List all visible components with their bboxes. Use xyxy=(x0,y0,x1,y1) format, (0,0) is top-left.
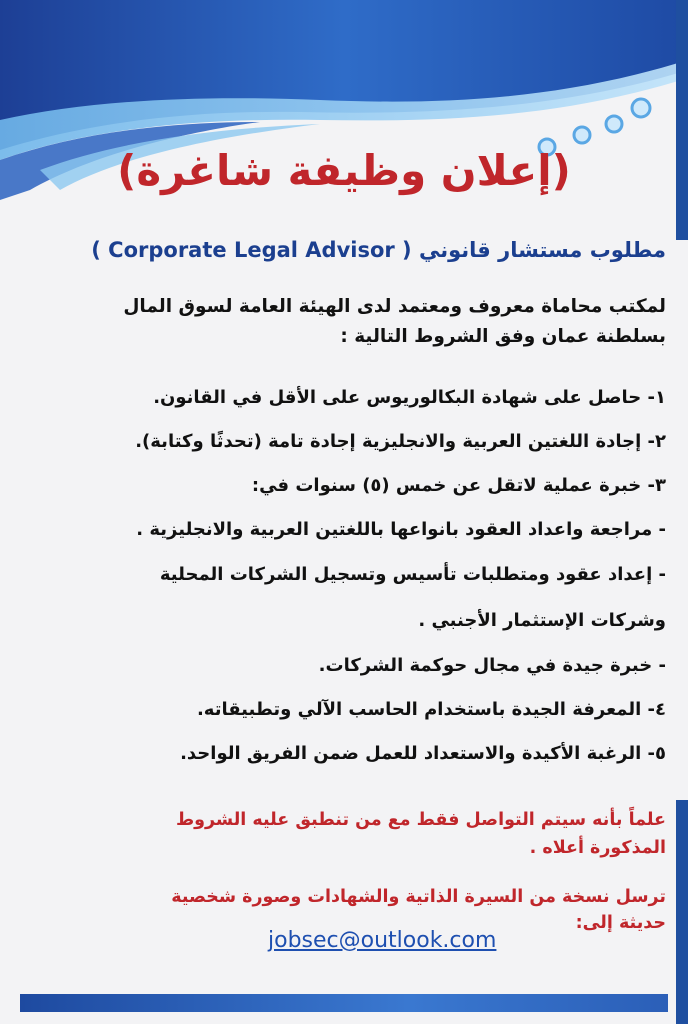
requirement-item: ٤- المعرفة الجيدة باستخدام الحاسب الآلي وتطبيقاته. xyxy=(196,699,666,720)
contact-note xyxy=(26,806,666,862)
application-line-2: حديثة إلى: xyxy=(575,913,666,933)
contact-note-line-2: المذكورة أعلاه . xyxy=(529,838,666,858)
ad-title: (إعلان وظيفة شاغرة) xyxy=(117,146,571,195)
side-strip-bottom xyxy=(676,800,688,1024)
email-link[interactable]: jobsec@outlook.com xyxy=(268,928,497,953)
requirement-item: وشركات الإستثمار الأجنبي . xyxy=(418,610,666,631)
requirement-item: - مراجعة واعداد العقود بانواعها باللغتين العربية والانجليزية . xyxy=(136,519,666,540)
position-heading-ar: مطلوب مستشار قانوني xyxy=(418,238,666,262)
requirement-item: ٥- الرغبة الأكيدة والاستعداد للعمل ضمن الفريق الواحد. xyxy=(180,743,666,764)
requirements-list xyxy=(11,376,666,776)
intro-line-1: لمكتب محاماة معروف ومعتمد لدى الهيئة العامة لسوق المال xyxy=(123,296,666,317)
side-strip-top xyxy=(676,0,688,240)
requirement-item: ٣- خبرة عملية لاتقل عن خمس (٥) سنوات في: xyxy=(251,475,666,496)
requirement-item: - إعداد عقود ومتطلبات تأسيس وتسجيل الشركات المحلية xyxy=(159,564,666,585)
contact-note-line-1: علماً بأنه سيتم التواصل فقط مع من تنطبق عليه الشروط xyxy=(175,810,666,830)
requirement-item: ٢- إجادة اللغتين العربية والانجليزية إجادة تامة (تحدثًا وكتابة). xyxy=(135,431,666,452)
intro-line-2: بسلطنة عمان وفق الشروط التالية : xyxy=(340,326,666,347)
requirement-item: ١- حاصل على شهادة البكالوريوس على الأقل في القانون. xyxy=(153,387,666,408)
position-heading xyxy=(16,238,666,262)
position-heading-en: ( Corporate Legal Advisor ) xyxy=(91,238,412,262)
footer-band xyxy=(20,994,668,1012)
application-line-1: ترسل نسخة من السيرة الذاتية والشهادات وصورة شخصية xyxy=(171,887,666,907)
requirement-item: - خبرة جيدة في مجال حوكمة الشركات. xyxy=(318,655,666,676)
intro-text xyxy=(16,292,666,352)
